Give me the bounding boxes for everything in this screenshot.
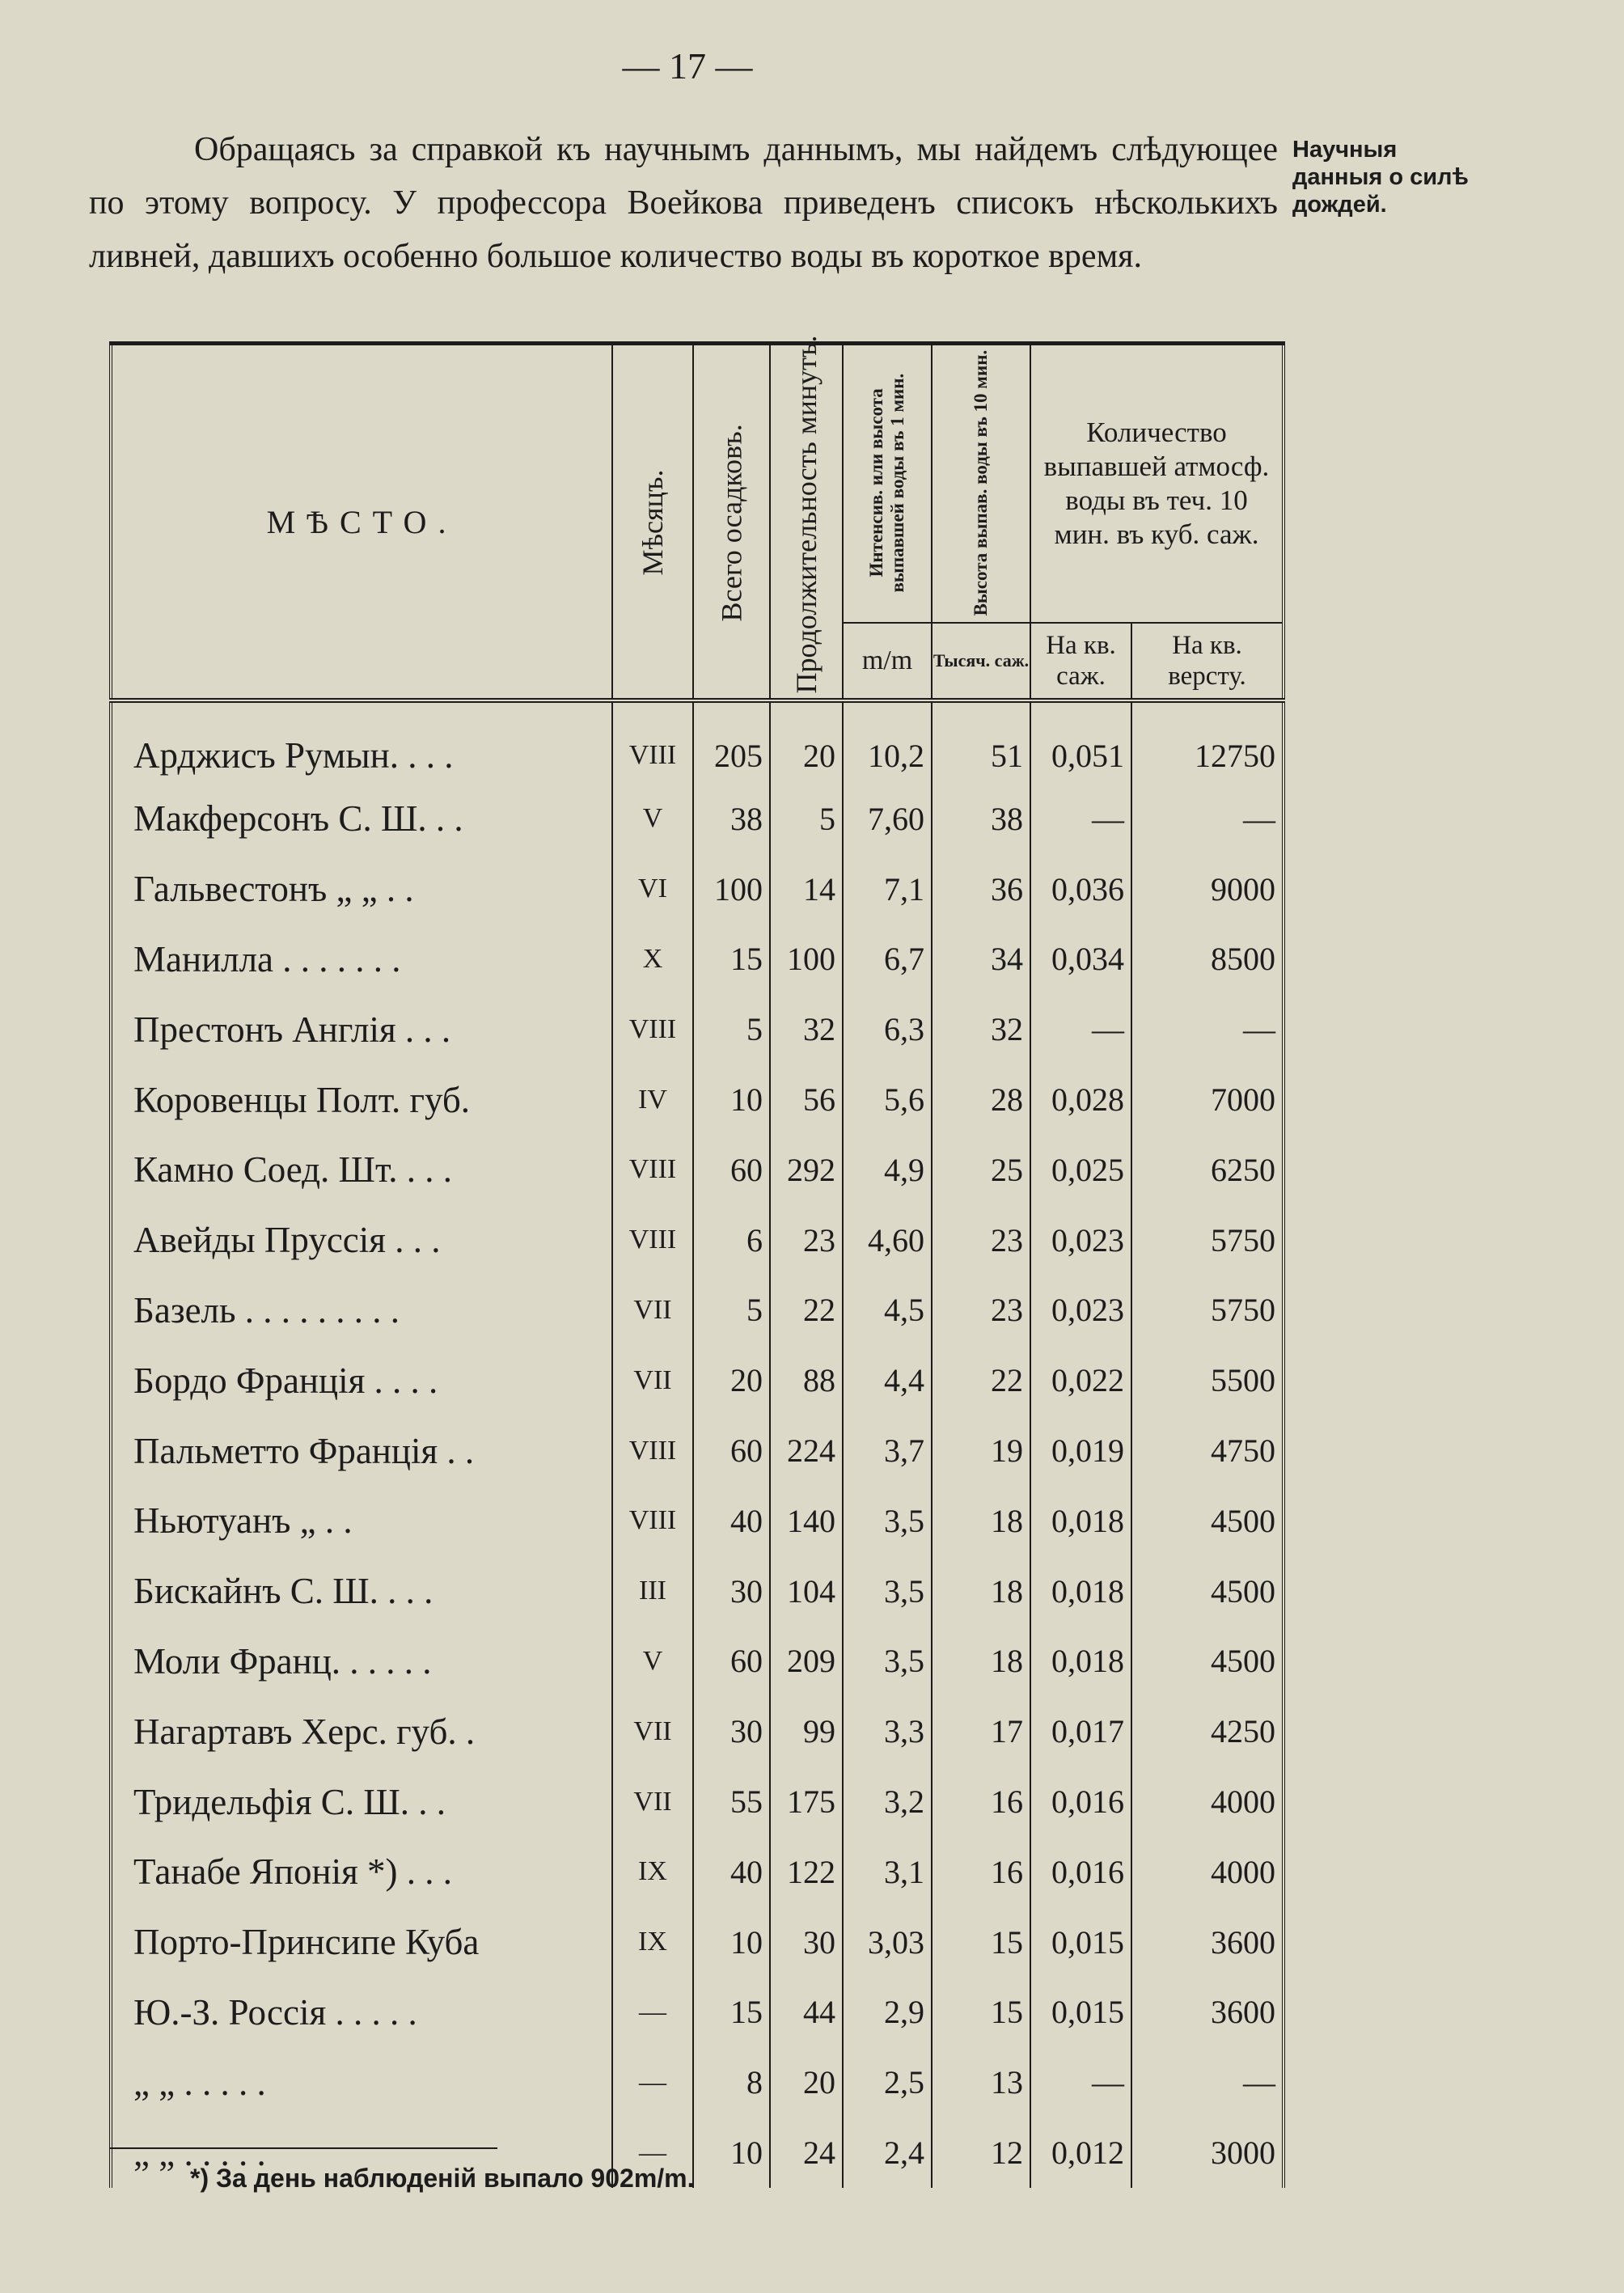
- header-unit-thousand: Тысяч. саж.: [932, 623, 1030, 700]
- header-per-sq-verst: На кв. версту.: [1131, 623, 1284, 700]
- cell-intensity: 3,1: [843, 1837, 932, 1907]
- cell-place: Ю.-З. Россія . . . . .: [111, 1978, 612, 2048]
- cell-sq-sazh: 0,019: [1030, 1415, 1131, 1486]
- cell-duration: 104: [770, 1556, 843, 1627]
- cell-height10: 28: [932, 1064, 1030, 1135]
- cell-month: III: [612, 1556, 693, 1627]
- cell-intensity: 7,60: [843, 784, 932, 854]
- cell-duration: 88: [770, 1345, 843, 1415]
- cell-height10: 15: [932, 1907, 1030, 1978]
- cell-month: —: [612, 2117, 693, 2188]
- cell-month: IX: [612, 1907, 693, 1978]
- cell-sq-verst: —: [1131, 2047, 1284, 2117]
- table-row: [111, 1135, 1284, 1205]
- cell-place: Моли Франц. . . . . .: [111, 1627, 612, 1697]
- cell-place: Пальметто Франція . .: [111, 1415, 612, 1486]
- cell-height10: 18: [932, 1556, 1030, 1627]
- cell-duration: 20: [770, 2047, 843, 2117]
- cell-height10: 34: [932, 924, 1030, 995]
- cell-sq-verst: 8500: [1131, 924, 1284, 995]
- cell-total: 5: [693, 994, 770, 1064]
- cell-place: „ „ . . . . .: [111, 2047, 612, 2117]
- table-row: [111, 1345, 1284, 1415]
- cell-total: 5: [693, 1276, 770, 1346]
- cell-sq-sazh: 0,012: [1030, 2117, 1131, 2188]
- cell-month: VIII: [612, 1486, 693, 1556]
- cell-sq-sazh: 0,023: [1030, 1276, 1131, 1346]
- cell-month: V: [612, 1627, 693, 1697]
- cell-duration: 99: [770, 1696, 843, 1766]
- cell-total: 40: [693, 1837, 770, 1907]
- cell-place: „ „ . . . . .: [111, 2117, 612, 2188]
- cell-intensity: 4,9: [843, 1135, 932, 1205]
- table-row: [111, 1978, 1284, 2048]
- cell-place: Камно Соед. Шт. . . .: [111, 1135, 612, 1205]
- cell-sq-verst: 5500: [1131, 1345, 1284, 1415]
- cell-total: 20: [693, 1345, 770, 1415]
- cell-place: Базель . . . . . . . . .: [111, 1276, 612, 1346]
- cell-duration: 122: [770, 1837, 843, 1907]
- header-total: Всего осадковъ.: [693, 344, 770, 701]
- cell-duration: 292: [770, 1135, 843, 1205]
- cell-sq-sazh: 0,034: [1030, 924, 1131, 995]
- cell-sq-verst: 12750: [1131, 700, 1284, 784]
- cell-height10: 23: [932, 1276, 1030, 1346]
- cell-sq-sazh: 0,022: [1030, 1345, 1131, 1415]
- table-row: [111, 1064, 1284, 1135]
- cell-intensity: 3,5: [843, 1556, 932, 1627]
- cell-place: Порто-Принсипе Куба: [111, 1907, 612, 1978]
- cell-place: Танабе Японія *) . . .: [111, 1837, 612, 1907]
- cell-place: Бордо Франція . . . .: [111, 1345, 612, 1415]
- table-row: [111, 1276, 1284, 1346]
- cell-place: Манилла . . . . . . .: [111, 924, 612, 995]
- cell-sq-sazh: 0,051: [1030, 700, 1131, 784]
- header-month: Мѣсяцъ.: [612, 344, 693, 701]
- cell-intensity: 4,5: [843, 1276, 932, 1346]
- cell-sq-sazh: —: [1030, 784, 1131, 854]
- cell-duration: 30: [770, 1907, 843, 1978]
- cell-place: Бискайнъ С. Ш. . . .: [111, 1556, 612, 1627]
- cell-sq-sazh: 0,016: [1030, 1766, 1131, 1837]
- page-number: — 17 —: [622, 45, 753, 87]
- cell-month: V: [612, 784, 693, 854]
- table-row: [111, 1556, 1284, 1627]
- cell-height10: 18: [932, 1486, 1030, 1556]
- cell-intensity: 2,4: [843, 2117, 932, 2188]
- cell-intensity: 2,9: [843, 1978, 932, 2048]
- cell-intensity: 3,2: [843, 1766, 932, 1837]
- cell-month: IX: [612, 1837, 693, 1907]
- cell-sq-verst: —: [1131, 784, 1284, 854]
- intro-paragraph: Обращаясь за справкой къ научнымъ даннымъ, мы найдемъ слѣдующее по этому вопросу. У профессора Воейкова приведенъ списокъ нѣсколькихъ ливней, давшихъ особенно большое количество воды въ короткое время.: [89, 131, 1278, 275]
- cell-duration: 5: [770, 784, 843, 854]
- rainfall-table: [109, 335, 1285, 2188]
- cell-sq-sazh: 0,036: [1030, 854, 1131, 924]
- cell-total: 15: [693, 1978, 770, 2048]
- cell-intensity: 3,5: [843, 1627, 932, 1697]
- cell-place: Нагартавъ Херс. губ. .: [111, 1696, 612, 1766]
- cell-month: VIII: [612, 700, 693, 784]
- header-duration: Продолжительность минутъ.: [770, 344, 843, 701]
- cell-sq-verst: 3600: [1131, 1907, 1284, 1978]
- cell-place: Ньютуанъ „ . .: [111, 1486, 612, 1556]
- table-row: [111, 784, 1284, 854]
- header-per-sq-sazh: На кв. саж.: [1030, 623, 1131, 700]
- cell-intensity: 2,5: [843, 2047, 932, 2117]
- cell-place: Престонъ Англія . . .: [111, 994, 612, 1064]
- table-row: [111, 1907, 1284, 1978]
- table-body: [111, 700, 1284, 2188]
- cell-sq-verst: 4000: [1131, 1837, 1284, 1907]
- cell-month: X: [612, 924, 693, 995]
- cell-sq-sazh: 0,025: [1030, 1135, 1131, 1205]
- cell-intensity: 3,7: [843, 1415, 932, 1486]
- cell-sq-verst: 4500: [1131, 1486, 1284, 1556]
- footnote: *) За день наблюденій выпало 902m/m.: [190, 2164, 695, 2193]
- table-row: [111, 854, 1284, 924]
- cell-sq-sazh: —: [1030, 994, 1131, 1064]
- cell-place: Коровенцы Полт. губ.: [111, 1064, 612, 1135]
- table-row: [111, 1486, 1284, 1556]
- cell-sq-verst: 5750: [1131, 1205, 1284, 1276]
- cell-intensity: 5,6: [843, 1064, 932, 1135]
- cell-place: Арджисъ Румын. . . .: [111, 700, 612, 784]
- cell-month: —: [612, 2047, 693, 2117]
- cell-sq-verst: 4500: [1131, 1556, 1284, 1627]
- cell-month: VII: [612, 1766, 693, 1837]
- cell-duration: 23: [770, 1205, 843, 1276]
- cell-duration: 175: [770, 1766, 843, 1837]
- cell-sq-verst: 3000: [1131, 2117, 1284, 2188]
- cell-intensity: 3,5: [843, 1486, 932, 1556]
- cell-height10: 32: [932, 994, 1030, 1064]
- cell-total: 8: [693, 2047, 770, 2117]
- cell-month: VII: [612, 1345, 693, 1415]
- cell-sq-sazh: 0,018: [1030, 1556, 1131, 1627]
- cell-height10: 16: [932, 1766, 1030, 1837]
- cell-intensity: 3,3: [843, 1696, 932, 1766]
- cell-intensity: 7,1: [843, 854, 932, 924]
- cell-total: 60: [693, 1135, 770, 1205]
- cell-total: 55: [693, 1766, 770, 1837]
- margin-note: Научныя данныя о силѣ дождей.: [1292, 137, 1469, 218]
- cell-height10: 22: [932, 1345, 1030, 1415]
- cell-month: VIII: [612, 1135, 693, 1205]
- table-row: [111, 700, 1284, 784]
- cell-sq-sazh: 0,023: [1030, 1205, 1131, 1276]
- cell-month: —: [612, 1978, 693, 2048]
- cell-sq-verst: 4000: [1131, 1766, 1284, 1837]
- cell-total: 10: [693, 1064, 770, 1135]
- cell-intensity: 6,3: [843, 994, 932, 1064]
- table-row: [111, 994, 1284, 1064]
- cell-duration: 22: [770, 1276, 843, 1346]
- cell-place: Макферсонъ С. Ш. . .: [111, 784, 612, 854]
- cell-month: VII: [612, 1696, 693, 1766]
- cell-height10: 17: [932, 1696, 1030, 1766]
- cell-intensity: 3,03: [843, 1907, 932, 1978]
- cell-duration: 32: [770, 994, 843, 1064]
- cell-duration: 24: [770, 2117, 843, 2188]
- cell-duration: 209: [770, 1627, 843, 1697]
- cell-sq-verst: —: [1131, 994, 1284, 1064]
- header-quantity: Количество выпавшей атмосф. воды въ теч. 10 мин. въ куб. саж.: [1030, 344, 1284, 624]
- cell-height10: 38: [932, 784, 1030, 854]
- rainfall-table-container: [109, 335, 1282, 2188]
- cell-height10: 51: [932, 700, 1030, 784]
- cell-sq-verst: 7000: [1131, 1064, 1284, 1135]
- cell-total: 40: [693, 1486, 770, 1556]
- cell-duration: 140: [770, 1486, 843, 1556]
- table-row: [111, 1837, 1284, 1907]
- cell-total: 10: [693, 1907, 770, 1978]
- cell-sq-verst: 4500: [1131, 1627, 1284, 1697]
- cell-duration: 14: [770, 854, 843, 924]
- cell-month: VIII: [612, 994, 693, 1064]
- cell-month: VI: [612, 854, 693, 924]
- table-row: [111, 924, 1284, 995]
- cell-month: VIII: [612, 1205, 693, 1276]
- cell-total: 30: [693, 1696, 770, 1766]
- footnote-divider: [109, 2147, 497, 2149]
- cell-sq-sazh: 0,015: [1030, 1907, 1131, 1978]
- cell-height10: 13: [932, 2047, 1030, 2117]
- header-intensity: Интенсив. или высота выпавшей воды въ 1 мин.: [843, 344, 932, 624]
- cell-duration: 44: [770, 1978, 843, 2048]
- table-row: [111, 1205, 1284, 1276]
- cell-height10: 19: [932, 1415, 1030, 1486]
- cell-sq-verst: 9000: [1131, 854, 1284, 924]
- cell-duration: 224: [770, 1415, 843, 1486]
- cell-sq-verst: 5750: [1131, 1276, 1284, 1346]
- table-row: [111, 1627, 1284, 1697]
- cell-height10: 16: [932, 1837, 1030, 1907]
- cell-sq-verst: 4750: [1131, 1415, 1284, 1486]
- cell-place: Гальвестонъ „ „ . .: [111, 854, 612, 924]
- cell-intensity: 4,4: [843, 1345, 932, 1415]
- cell-sq-sazh: 0,018: [1030, 1627, 1131, 1697]
- header-height10: Высота выпав. воды въ 10 мин.: [932, 344, 1030, 624]
- cell-duration: 100: [770, 924, 843, 995]
- cell-sq-sazh: 0,017: [1030, 1696, 1131, 1766]
- cell-sq-verst: 3600: [1131, 1978, 1284, 2048]
- cell-intensity: 6,7: [843, 924, 932, 995]
- cell-month: VII: [612, 1276, 693, 1346]
- cell-total: 38: [693, 784, 770, 854]
- table-row: [111, 1415, 1284, 1486]
- header-unit-mm: m/m: [843, 623, 932, 700]
- cell-month: IV: [612, 1064, 693, 1135]
- cell-height10: 12: [932, 2117, 1030, 2188]
- cell-sq-sazh: —: [1030, 2047, 1131, 2117]
- cell-height10: 25: [932, 1135, 1030, 1205]
- cell-total: 30: [693, 1556, 770, 1627]
- cell-sq-sazh: 0,028: [1030, 1064, 1131, 1135]
- cell-height10: 36: [932, 854, 1030, 924]
- cell-total: 15: [693, 924, 770, 995]
- cell-total: 60: [693, 1627, 770, 1697]
- cell-height10: 15: [932, 1978, 1030, 2048]
- cell-intensity: 4,60: [843, 1205, 932, 1276]
- cell-sq-sazh: 0,015: [1030, 1978, 1131, 2048]
- cell-total: 205: [693, 700, 770, 784]
- table-row: [111, 1696, 1284, 1766]
- cell-sq-verst: 4250: [1131, 1696, 1284, 1766]
- cell-place: Авейды Пруссія . . .: [111, 1205, 612, 1276]
- cell-height10: 18: [932, 1627, 1030, 1697]
- table-row: [111, 2047, 1284, 2117]
- cell-total: 6: [693, 1205, 770, 1276]
- cell-total: 10: [693, 2117, 770, 2188]
- cell-duration: 20: [770, 700, 843, 784]
- cell-duration: 56: [770, 1064, 843, 1135]
- table-row: [111, 1766, 1284, 1837]
- cell-total: 60: [693, 1415, 770, 1486]
- cell-place: Тридельфія С. Ш. . .: [111, 1766, 612, 1837]
- cell-sq-sazh: 0,018: [1030, 1486, 1131, 1556]
- cell-sq-verst: 6250: [1131, 1135, 1284, 1205]
- header-place: МѢСТО.: [111, 344, 612, 701]
- cell-total: 100: [693, 854, 770, 924]
- cell-month: VIII: [612, 1415, 693, 1486]
- cell-intensity: 10,2: [843, 700, 932, 784]
- cell-sq-sazh: 0,016: [1030, 1837, 1131, 1907]
- cell-height10: 23: [932, 1205, 1030, 1276]
